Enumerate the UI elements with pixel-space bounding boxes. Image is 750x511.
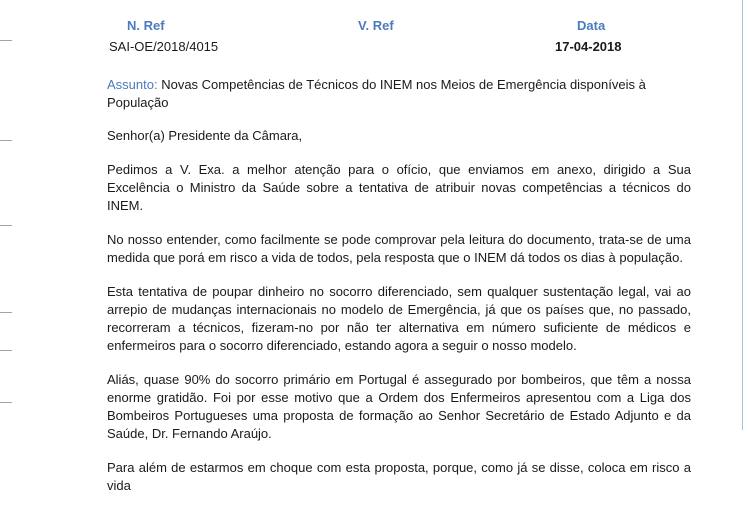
paragraph: No nosso entender, como facilmente se pode comprovar pela leitura do documento, trata-se de uma medida que porá em risco a vida de todos, pela resposta que o INEM dá todos os dias à população. (107, 232, 691, 265)
our-reference (109, 18, 218, 54)
margin-mark (0, 225, 12, 226)
date-label: Data (577, 18, 606, 33)
subject-text: Novas Competências de Técnicos do INEM nos Meios de Emergência disponíveis à População (107, 77, 646, 110)
letter-body (107, 76, 691, 511)
date-block (555, 18, 622, 54)
salutation: Senhor(a) Presidente da Câmara, (107, 128, 303, 143)
margin-mark (0, 350, 12, 351)
page-edge-rule (742, 0, 743, 430)
our-reference-label: N. Ref (127, 18, 165, 33)
margin-mark (0, 402, 12, 403)
paragraph: Aliás, quase 90% do socorro primário em Portugal é assegurado por bombeiros, que têm a nossa enorme gratidão. Foi por esse motivo que a Ordem dos Enfermeiros apresentou com a Liga dos Bombeiros Portugueses uma proposta de formação ao Senhor Secretário de Estado Adjunto e da Saúde, Dr. Fernando Araújo. (107, 372, 691, 441)
subject-label: Assunto: (107, 77, 158, 92)
paragraph: Pedimos a V. Exa. a melhor atenção para o ofício, que enviamos em anexo, dirigido a Sua Excelência o Ministro da Saúde sobre a tentativa de atribuir novas competências a técnicos do INEM. (107, 162, 691, 213)
paragraph: Para além de estarmos em choque com esta proposta, porque, como já se disse, coloca em risco a vida (107, 460, 691, 493)
date-value: 17-04-2018 (555, 39, 622, 54)
reference-header (0, 18, 750, 58)
our-reference-value: SAI-OE/2018/4015 (109, 39, 219, 54)
margin-mark (0, 140, 12, 141)
subject-line (107, 76, 691, 112)
page-margin-marks (0, 0, 14, 430)
margin-mark (0, 312, 12, 313)
paragraph: Esta tentativa de poupar dinheiro no socorro diferenciado, sem qualquer sustentação legal, vai ao arrepio de mudanças internacionais no modelo de Emergência, já que os países que, no passado, recorreram a técnicos, fizeram-no por não ter alternativa em número suficiente de médicos e enfermeiros para o socorro diferenciado, estando agora a seguir o nosso modelo. (107, 284, 691, 353)
your-reference (358, 18, 394, 39)
your-reference-label: V. Ref (358, 18, 394, 33)
